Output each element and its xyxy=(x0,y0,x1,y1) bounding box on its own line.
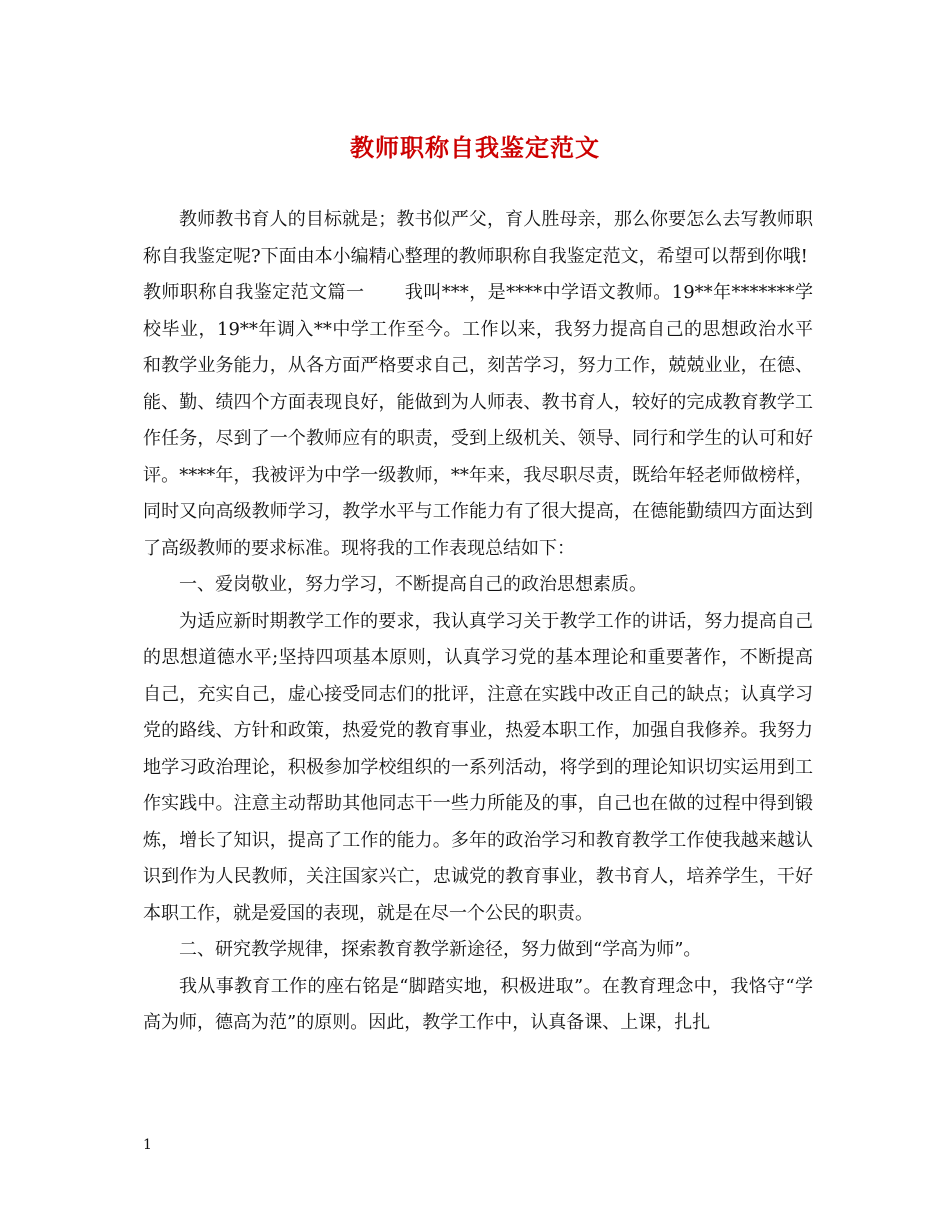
point-1-heading: 一、爱岗敬业，努力学习，不断提高自己的政治思想素质。 xyxy=(179,574,647,595)
point-1-paragraph: 为适应新时期教学工作的要求，我认真学习关于教学工作的讲话，努力提高自己的思想道德水平;坚持四项基本原则，认真学习党的基本理论和重要著作，不断提高自己，充实自己，虚心接受同志们的批评，注意在实践中改正自己的缺点；认真学习党的路线、方针和政策，热爱党的教育事业，热爱本职工作，加强自我修养。我努力地学习政治理论，积极参加学校组织的一系列活动，将学到的理论知识切实运用到工作实践中。注意主动帮助其他同志干一些力所能及的事，自己也在做的过程中得到锻炼，增长了知识，提高了工作的能力。多年的政治学习和教育教学工作使我越来越认识到作为人民教师，关注国家兴亡，忠诚党的教育事业，教书育人，培养学生，干好本职工作，就是爱国的表现，就是在尽一个公民的职责。 xyxy=(143,610,813,924)
section-1-paragraph xyxy=(143,275,813,567)
document-body xyxy=(143,202,813,1042)
document-title: 教师职称自我鉴定范文 xyxy=(350,133,600,162)
section-1-body: 我叫***，是****中学语文教师。19**年*******学校毕业，19**年调入**中学工作至今。工作以来，我努力提高自己的思想政治水平和教学业务能力，从各方面严格要求自己，刻苦学习，努力工作，兢兢业业，在德、能、勤、绩四个方面表现良好，能做到为人师表、教书育人，较好的完成教育教学工作任务，尽到了一个教师应有的职责，受到上级机关、领导、同行和学生的认可和好评。****年，我被评为中学一级教师，**年来，我尽职尽责，既给年轻老师做榜样，同时又向高级教师学习，教学水平与工作能力有了很大提高，在德能勤绩四方面达到了高级教师的要求标准。现将我的工作表现总结如下： xyxy=(143,282,814,559)
point-2-paragraph: 我从事教育工作的座右铭是“脚踏实地，积极进取”。在教育理念中，我恪守“学高为师，德高为范”的原则。因此，教学工作中，认真备课、上课，扎扎 xyxy=(143,975,813,1033)
section-1-heading: 教师职称自我鉴定范文篇一 xyxy=(143,282,365,303)
page-number: 1 xyxy=(143,1137,152,1153)
intro-paragraph: 教师教书育人的目标就是；教书似严父，育人胜母亲，那么你要怎么去写教师职称自我鉴定呢?下面由本小编精心整理的教师职称自我鉴定范文，希望可以帮到你哦! xyxy=(143,209,813,267)
point-2-heading: 二、研究教学规律，探索教育教学新途径，努力做到“学高为师”。 xyxy=(179,939,702,960)
